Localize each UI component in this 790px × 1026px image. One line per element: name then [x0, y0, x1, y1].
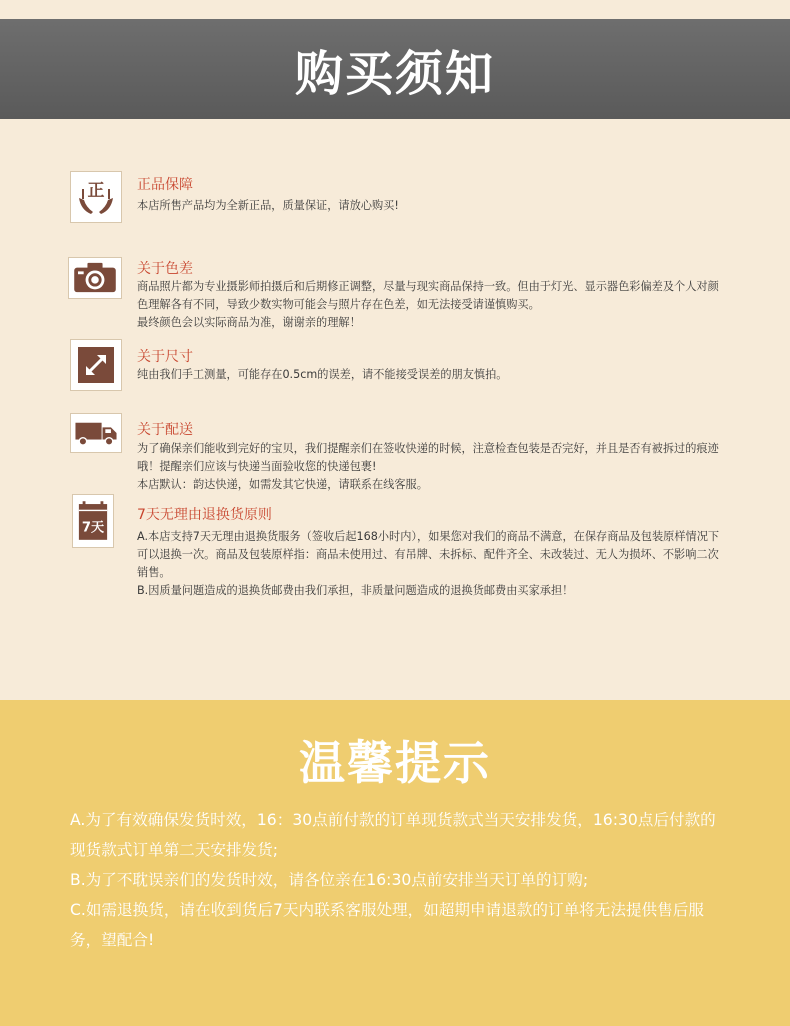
hands-genuine-icon: [70, 171, 122, 223]
genuine-glyph: 正: [87, 181, 105, 201]
purchase-notice-banner: [0, 19, 790, 119]
notice-line: 为了确保亲们能收到完好的宝贝，我们提醒亲们在签收快递的时候，注意检查包装是否完好，并且是否有被拆过的痕迹哦！提醒亲们应该与快递当面验收您的快递包裹!: [137, 442, 719, 473]
notice-item-text: [137, 197, 722, 215]
top-strip: [0, 0, 790, 19]
notice-item-title: 关于尺寸: [137, 349, 193, 365]
notice-item-text: [137, 278, 722, 332]
warm-tips-title: 温馨提示: [299, 736, 491, 790]
camera-icon: [68, 257, 122, 299]
notice-line: 纯由我们手工测量，可能存在0.5cm的误差，请不能接受误差的朋友慎拍。: [137, 368, 508, 381]
notice-item-text: [137, 440, 722, 494]
warm-tips-section: [0, 700, 790, 1026]
notice-item-title: 正品保障: [137, 177, 193, 193]
tips-line: A.为了有效确保发货时效，16：30点前付款的订单现货款式当天安排发货，16:30点后付款的现货款式订单第二天安排发货;: [70, 811, 716, 859]
notice-line: 本店所售产品均为全新正品，质量保证，请放心购买!: [137, 199, 399, 212]
calendar-7day-icon: [72, 494, 114, 548]
notice-item-title: 关于色差: [137, 261, 193, 277]
warm-tips-body: [70, 805, 720, 955]
notice-line: 最终颜色会以实际商品为准，谢谢亲的理解！: [137, 316, 361, 329]
tips-line: B.为了不耽误亲们的发货时效，请各位亲在16:30点前安排当天订单的订购;: [70, 871, 589, 889]
notice-item-text: [137, 528, 722, 600]
notice-item-title: 7天无理由退换货原则: [137, 507, 272, 523]
notice-item-text: [137, 366, 722, 384]
purchase-notice-section: [0, 119, 790, 700]
truck-icon: [70, 413, 122, 453]
calendar-glyph: 7天: [81, 520, 105, 536]
tips-line: C.如需退换货，请在收到货后7天内联系客服处理，如超期申请退款的订单将无法提供售后服务，望配合!: [70, 901, 704, 949]
resize-arrow-icon: [70, 339, 122, 391]
notice-item-title: 关于配送: [137, 422, 193, 438]
purchase-notice-title: 购买须知: [294, 45, 495, 102]
notice-line: 商品照片都为专业摄影师拍摄后和后期修正调整，尽量与现实商品保持一致。但由于灯光、显示器色彩偏差及个人对颜色理解各有不同，导致少数实物可能会与照片存在色差，如无法接受请谨慎购买。: [137, 280, 719, 311]
notice-line: 本店默认：韵达快递，如需发其它快递，请联系在线客服。: [137, 478, 428, 491]
notice-line: B.因质量问题造成的退换货邮费由我们承担，非质量问题造成的退换货邮费由买家承担！: [137, 584, 574, 597]
notice-line: A.本店支持7天无理由退换货服务（签收后起168小时内），如果您对我们的商品不满意，在保存商品及包装原样情况下可以退换一次。商品及包装原样指：商品未使用过、有吊牌、未拆标、配件齐全、未改装过、无人为损坏、不影响二次销售。: [137, 530, 720, 579]
